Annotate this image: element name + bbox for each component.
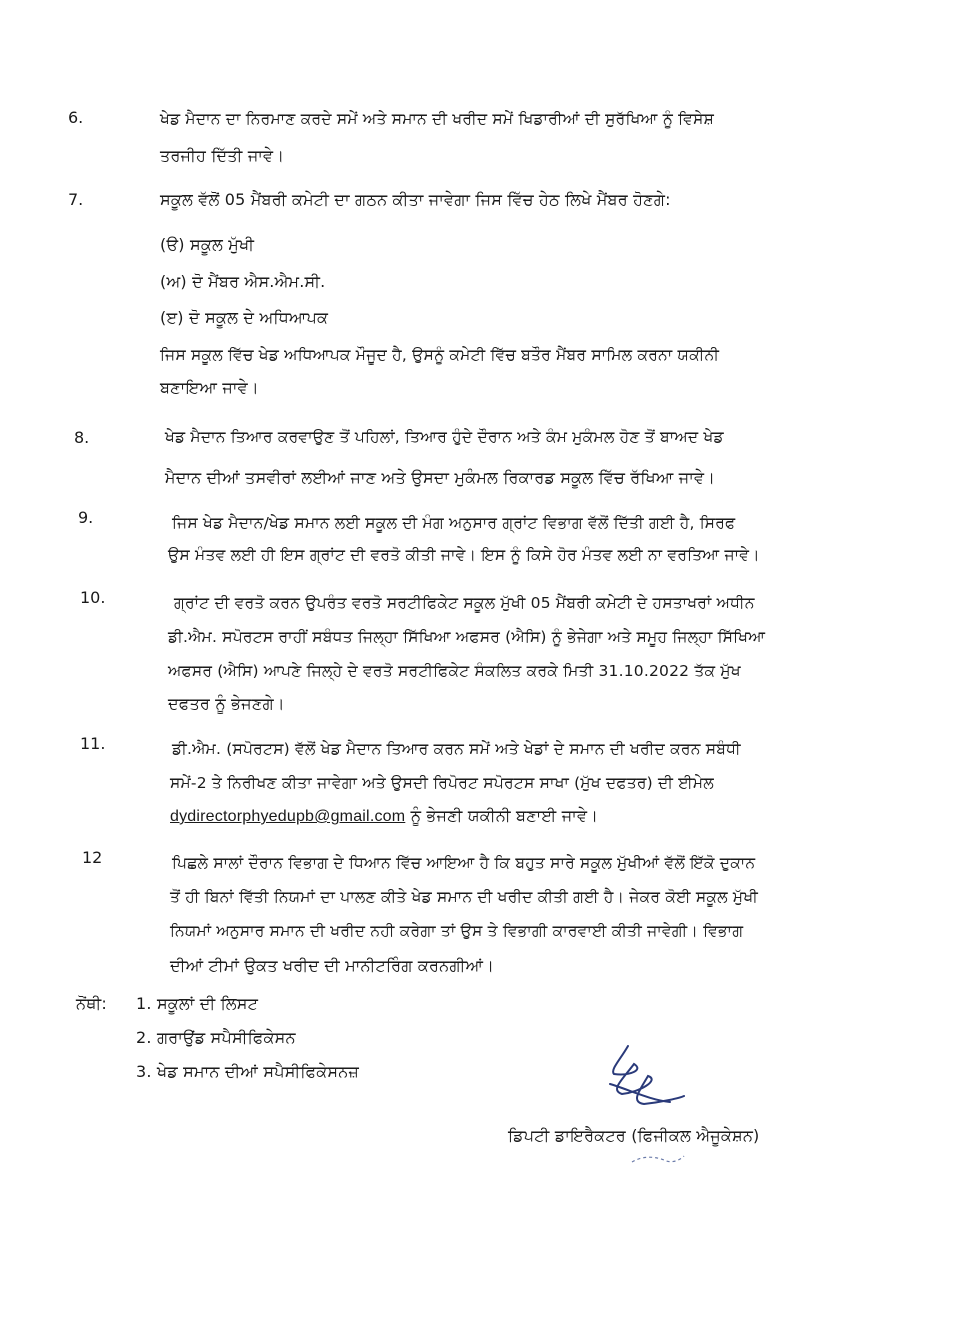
item-text-line: ਦੀਆਂ ਟੀਮਾਂ ਉਕਤ ਖਰੀਦ ਦੀ ਮਾਨੀਟਰਿੰਗ ਕਰਨਗੀਆਂ। [170,956,495,975]
item-number: 7. [68,190,84,209]
item-number: 6. [68,108,84,127]
item-number: 8. [74,428,90,447]
item-text-line [170,806,598,826]
item-text-line: ਸਮੇਂ-2 ਤੇ ਨਿਰੀਖਣ ਕੀਤਾ ਜਾਵੇਗਾ ਅਤੇ ਉਸਦੀ ਰਿਪੋਰਟ ਸਪੋਰਟਸ ਸਾਖਾ (ਮੁੱਖ ਦਫਤਰ) ਦੀ ਈਮੇਲ [170,774,714,792]
item-text-line: ਖੇਡ ਮੈਦਾਨ ਦਾ ਨਿਰਮਾਣ ਕਰਦੇ ਸਮੇਂ ਅਤੇ ਸਮਾਨ ਦੀ ਖਰੀਦ ਸਮੇਂ ਖਿਡਾਰੀਆਂ ਦੀ ਸੁਰੱਖਿਆ ਨੂੰ ਵਿਸੇਸ਼ [160,110,715,128]
item-number: 9. [78,508,94,527]
item-text-line: ਮੈਦਾਨ ਦੀਆਂ ਤਸਵੀਰਾਂ ਲਈਆਂ ਜਾਣ ਅਤੇ ਉਸਦਾ ਮੁਕੰਮਲ ਰਿਕਾਰਡ ਸਕੂਲ ਵਿੱਚ ਰੱਖਿਆ ਜਾਵੇ। [165,468,716,487]
item-text-line: ਤੋਂ ਹੀ ਬਿਨਾਂ ਵਿੱਤੀ ਨਿਯਮਾਂ ਦਾ ਪਾਲਣ ਕੀਤੇ ਖੇਡ ਸਮਾਨ ਦੀ ਖਰੀਦ ਕੀਤੀ ਗਈ ਹੈ। ਜੇਕਰ ਕੋਈ ਸਕੂਲ ਮੁੱਖੀ [170,888,759,906]
item-text-line: ਖੇਡ ਮੈਦਾਨ ਤਿਆਰ ਕਰਵਾਉਣ ਤੋਂ ਪਹਿਲਾਂ, ਤਿਆਰ ਹੁੰਦੇ ਦੌਰਾਨ ਅਤੇ ਕੰਮ ਮੁਕੰਮਲ ਹੋਣ ਤੋਂ ਬਾਅਦ ਖੇਡ [165,428,724,446]
email-tail-text: ਨੂੰ ਭੇਜਣੀ ਯਕੀਨੀ ਬਣਾਈ ਜਾਵੇ। [405,806,599,825]
item-number: 11. [80,734,106,753]
item-text-line: ਜਿਸ ਖੇਡ ਮੈਦਾਨ/ਖੇਡ ਸਮਾਨ ਲਈ ਸਕੂਲ ਦੀ ਮੰਗ ਅਨੁਸਾਰ ਗ੍ਰਾਂਟ ਵਿਭਾਗ ਵੱਲੋਂ ਦਿੱਤੀ ਗਈ ਹੈ, ਸਿਰਫ [172,514,736,532]
signatory-designation: ਡਿਪਟੀ ਡਾਇਰੈਕਟਰ (ਫਿਜੀਕਲ ਐਜੂਕੇਸ਼ਨ) [508,1126,760,1145]
note-entry: 3. ਖੇਡ ਸਮਾਨ ਦੀਆਂ ਸਪੈਸੀਫਿਕੇਸਨਜ਼ [136,1062,360,1081]
item-text-line: (ੳ) ਸਕੂਲ ਮੁੱਖੀ [160,235,255,254]
note-label: ਨੋਂਥੀ: [76,994,107,1013]
signature-flourish [628,1148,688,1170]
item-text-line: ਨਿਯਮਾਂ ਅਨੁਸਾਰ ਸਮਾਨ ਦੀ ਖਰੀਦ ਨਹੀ ਕਰੇਗਾ ਤਾਂ ਉਸ ਤੇ ਵਿਭਾਗੀ ਕਾਰਵਾਈ ਕੀਤੀ ਜਾਵੇਗੀ। ਵਿਭਾਗ [170,922,744,940]
item-text-line: ਡੀ.ਐਮ. ਸਪੋਰਟਸ ਰਾਹੀਂ ਸਬੰਧਤ ਜਿਲ੍ਹਾ ਸਿੱਖਿਆ ਅਫਸਰ (ਐਸਿ) ਨੂੰ ਭੇਜੇਗਾ ਅਤੇ ਸਮੂਹ ਜਿਲ੍ਹਾ ਸਿੱਖਿਆ [168,628,766,646]
item-number: 10. [80,588,106,607]
note-entry: 2. ਗਰਾਉਂਡ ਸਪੈਸੀਫਿਕੇਸਨ [136,1028,296,1047]
item-text-line: ਅਫਸਰ (ਐਸਿ) ਆਪਣੇ ਜਿਲ੍ਹੇ ਦੇ ਵਰਤੋ ਸਰਟੀਫਿਕੇਟ ਸੰਕਲਿਤ ਕਰਕੇ ਮਿਤੀ 31.10.2022 ਤੱਕ ਮੁੱਖ [168,662,741,680]
item-number: 12 [82,848,103,867]
note-entry: 1. ਸਕੂਲਾਂ ਦੀ ਲਿਸਟ [136,994,259,1013]
item-text-line: ਤਰਜੀਹ ਦਿੱਤੀ ਜਾਵੇ। [160,146,285,165]
item-text-line: ਦਫਤਰ ਨੂੰ ਭੇਜਣਗੇ। [168,694,285,713]
item-text-line: ਪਿਛਲੇ ਸਾਲਾਂ ਦੌਰਾਨ ਵਿਭਾਗ ਦੇ ਧਿਆਨ ਵਿੱਚ ਆਇਆ ਹੈ ਕਿ ਬਹੁਤ ਸਾਰੇ ਸਕੂਲ ਮੁੱਖੀਆਂ ਵੱਲੋਂ ਇੱਕੋ ਦੁਕਾਨ [172,854,756,872]
item-text-line: ਡੀ.ਐਮ. (ਸਪੋਰਟਸ) ਵੱਲੋਂ ਖੇਡ ਮੈਦਾਨ ਤਿਆਰ ਕਰਨ ਸਮੇਂ ਅਤੇ ਖੇਡਾਂ ਦੇ ਸਮਾਨ ਦੀ ਖਰੀਦ ਕਰਨ ਸਬੰਧੀ [172,740,741,758]
item-text-line: ਬਣਾਇਆ ਜਾਵੇ। [160,378,259,397]
email-link[interactable]: dydirectorphyedupb@gmail.com [170,808,406,825]
item-text-line: ਸਕੂਲ ਵੱਲੋਂ 05 ਮੈਂਬਰੀ ਕਮੇਟੀ ਦਾ ਗਠਨ ਕੀਤਾ ਜਾਵੇਗਾ ਜਿਸ ਵਿੱਚ ਹੇਠ ਲਿਖੇ ਮੈਂਬਰ ਹੋਣਗੇ: [160,190,671,209]
signature-scribble [600,1040,690,1120]
item-text-line: (ੲ) ਦੋ ਸਕੂਲ ਦੇ ਅਧਿਆਪਕ [160,308,329,327]
item-text-line: (ਅ) ਦੋ ਮੈਂਬਰ ਐਸ.ਐਮ.ਸੀ. [160,272,326,291]
item-text-line: ਉਸ ਮੰਤਵ ਲਈ ਹੀ ਇਸ ਗ੍ਰਾਂਟ ਦੀ ਵਰਤੋ ਕੀਤੀ ਜਾਵੇ। ਇਸ ਨੂੰ ਕਿਸੇ ਹੋਰ ਮੰਤਵ ਲਈ ਨਾ ਵਰਤਿਆ ਜਾਵੇ। [168,546,760,564]
item-text-line: ਗ੍ਰਾਂਟ ਦੀ ਵਰਤੋ ਕਰਨ ਉਪਰੰਤ ਵਰਤੋ ਸਰਟੀਫਿਕੇਟ ਸਕੂਲ ਮੁੱਖੀ 05 ਮੈਂਬਰੀ ਕਮੇਟੀ ਦੇ ਹਸਤਾਖਰਾਂ ਅਧੀਨ [174,594,755,612]
item-text-line: ਜਿਸ ਸਕੂਲ ਵਿੱਚ ਖੇਡ ਅਧਿਆਪਕ ਮੌਜੂਦ ਹੈ, ਉਸਨੂੰ ਕਮੇਟੀ ਵਿੱਚ ਬਤੌਰ ਮੈਂਬਰ ਸਾਮਿਲ ਕਰਨਾ ਯਕੀਨੀ [160,346,720,364]
